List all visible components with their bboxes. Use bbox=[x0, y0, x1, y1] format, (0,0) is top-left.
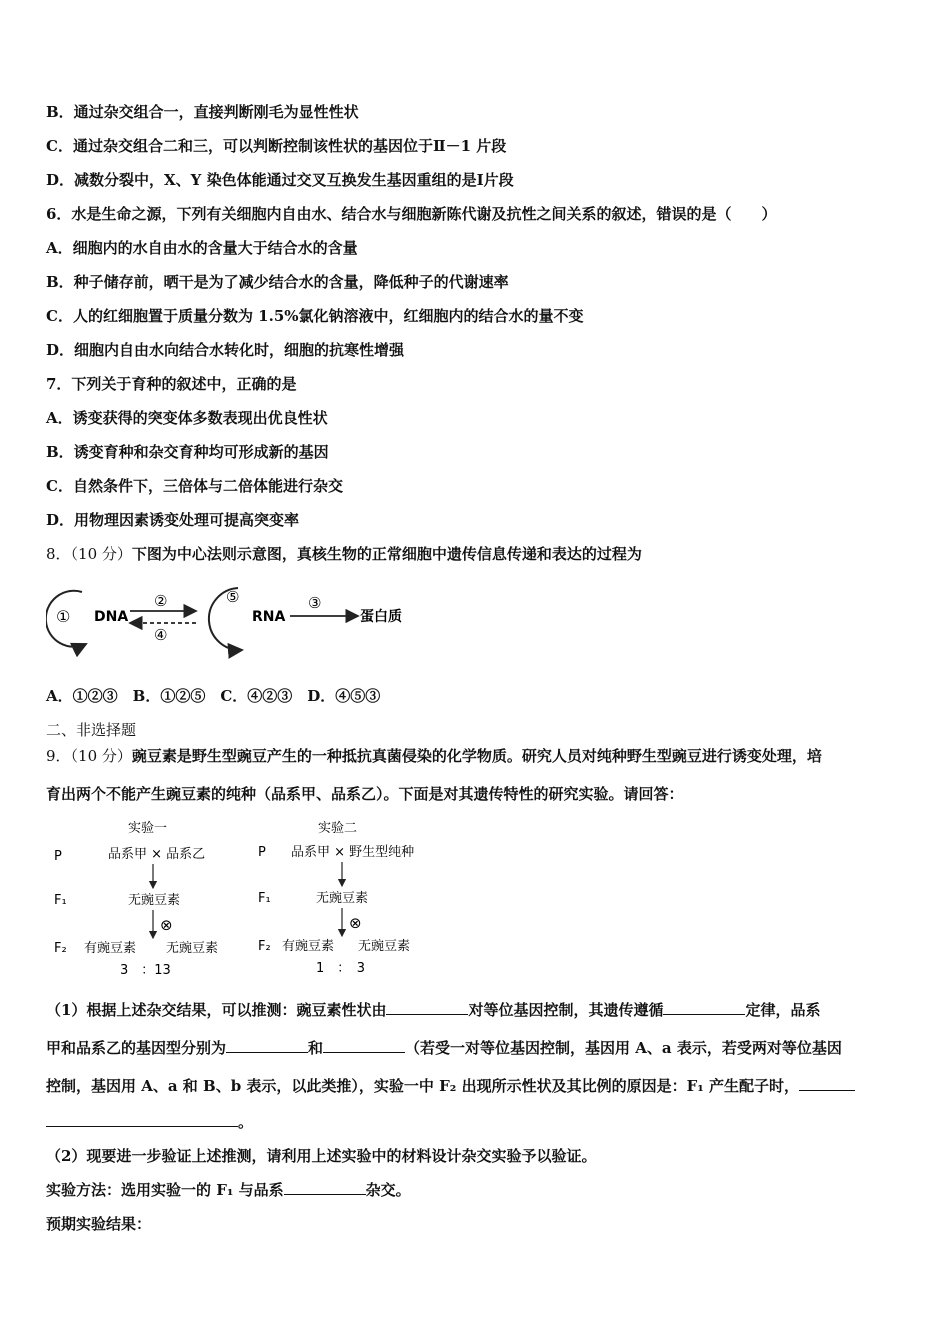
q6-option-c: C．人的红细胞置于质量分数为 1.5%氯化钠溶液中，红细胞内的结合水的量不变 bbox=[46, 307, 584, 325]
q5-option-c: C．通过杂交组合二和三，可以判断控制该性状的基因位于Ⅱ－1 片段 bbox=[46, 137, 507, 155]
answer-blank-3[interactable] bbox=[226, 1038, 308, 1053]
answer-blank-1[interactable] bbox=[386, 1000, 468, 1015]
central-dogma-diagram bbox=[46, 578, 426, 664]
q8-number: 8．（10 分） bbox=[46, 545, 132, 563]
answer-blank-6[interactable] bbox=[46, 1112, 238, 1127]
q8-stem bbox=[46, 544, 642, 564]
q9-stem-line1 bbox=[46, 746, 822, 766]
q7-option-a: A．诱变获得的突变体多数表现出优良性状 bbox=[46, 409, 328, 427]
answer-blank-5[interactable] bbox=[799, 1076, 855, 1091]
exp1-f2-has: 有豌豆素 bbox=[84, 941, 137, 956]
exp1-f2-none: 无豌豆素 bbox=[166, 941, 219, 956]
exp2-f1-label: F₁ bbox=[258, 891, 271, 906]
exp2-selfing-symbol: ⊗ bbox=[349, 914, 362, 932]
exp2-f2-has: 有豌豆素 bbox=[282, 939, 335, 954]
q6-option-b: B．种子储存前，晒干是为了减少结合水的含量，降低种子的代谢速率 bbox=[46, 273, 509, 291]
q6-stem: 6．水是生命之源，下列有关细胞内自由水、结合水与细胞新陈代谢及抗性之间关系的叙述，错误的是（ ） bbox=[46, 205, 777, 223]
label-1: ① bbox=[56, 607, 71, 626]
q9-stem-text1: 豌豆素是野生型豌豆产生的一种抵抗真菌侵染的化学物质。研究人员对纯种野生型豌豆进行诱变处理，培 bbox=[131, 747, 822, 765]
exp1-f1-label: F₁ bbox=[54, 893, 67, 908]
answer-blank-2[interactable] bbox=[663, 1000, 745, 1015]
q5-option-b: B．通过杂交组合一，直接判断刚毛为显性性状 bbox=[46, 103, 359, 121]
exp1-cross: 品系甲 × 品系乙 bbox=[108, 847, 206, 862]
q9-p1-g: 控制，基因用 A、a 和 B、b 表示，以此类推），实验一中 F₂ 出现所示性状及其比例的原因是：F₁ 产生配子时， bbox=[46, 1077, 800, 1095]
exp2-p-label: P bbox=[258, 845, 266, 860]
exp2-ratio: 1 ： 3 bbox=[316, 961, 366, 976]
exp1-title: 实验一 bbox=[128, 821, 168, 836]
q9-number: 9．（10 分） bbox=[46, 747, 132, 765]
exp2-f2-none: 无豌豆素 bbox=[358, 939, 411, 954]
rna-label: RNA bbox=[252, 609, 286, 625]
exp1-f1: 无豌豆素 bbox=[128, 893, 181, 908]
exp1-f2-label: F₂ bbox=[54, 941, 67, 956]
q9-p1-e: 和 bbox=[308, 1039, 324, 1057]
experiment-diagram bbox=[46, 812, 426, 984]
label-4: ④ bbox=[154, 626, 168, 644]
q9-p1-h: 。 bbox=[238, 1113, 254, 1131]
q9-p1-b: 对等位基因控制，其遗传遵循 bbox=[468, 1001, 664, 1019]
answer-blank-7[interactable] bbox=[284, 1180, 366, 1195]
answer-blank-4[interactable] bbox=[323, 1038, 405, 1053]
q7-option-d: D．用物理因素诱变处理可提高突变率 bbox=[46, 511, 300, 529]
dna-label: DNA bbox=[94, 609, 129, 625]
experiment-2 bbox=[258, 821, 414, 976]
q6-option-d: D．细胞内自由水向结合水转化时，细胞的抗寒性增强 bbox=[46, 341, 405, 359]
exp1-selfing-symbol: ⊗ bbox=[160, 916, 173, 934]
protein-label: 蛋白质 bbox=[360, 609, 402, 625]
q9-stem-line2: 育出两个不能产生豌豆素的纯种（品系甲、品系乙）。下面是对其遗传特性的研究实验。请回答： bbox=[46, 785, 684, 803]
q9-method bbox=[46, 1180, 411, 1200]
q9-expected-result: 预期实验结果： bbox=[46, 1215, 152, 1233]
section-heading: 二、非选择题 bbox=[46, 721, 137, 739]
q7-option-c: C．自然条件下，三倍体与二倍体能进行杂交 bbox=[46, 477, 343, 495]
q9-part1-line2 bbox=[46, 1038, 842, 1058]
q9-method-b: 杂交。 bbox=[365, 1181, 411, 1199]
exp1-ratio: 3 ：13 bbox=[120, 963, 171, 978]
q5-option-d: D．减数分裂中，X、Y 染色体能通过交叉互换发生基因重组的是Ⅰ片段 bbox=[46, 171, 514, 189]
q9-p1-d: 甲和品系乙的基因型分别为 bbox=[46, 1039, 227, 1057]
q8-options: A．①②③ B．①②⑤ C．④②③ D．④⑤③ bbox=[46, 687, 381, 705]
label-3: ③ bbox=[308, 594, 322, 612]
q7-stem: 7．下列关于育种的叙述中，正确的是 bbox=[46, 375, 297, 393]
exp2-cross: 品系甲 × 野生型纯种 bbox=[291, 845, 415, 860]
label-5: ⑤ bbox=[226, 588, 240, 606]
exp2-f2-label: F₂ bbox=[258, 939, 271, 954]
experiment-1 bbox=[54, 821, 218, 978]
q9-part1-line3 bbox=[46, 1076, 855, 1096]
q9-p1-c: 定律，品系 bbox=[745, 1001, 821, 1019]
q8-stem-text: 下图为中心法则示意图，真核生物的正常细胞中遗传信息传递和表达的过程为 bbox=[131, 545, 642, 563]
label-2: ② bbox=[154, 592, 168, 610]
q9-p1-a: （1）根据上述杂交结果，可以推测：豌豆素性状由 bbox=[46, 1001, 387, 1019]
exp1-p-label: P bbox=[54, 849, 62, 864]
q9-part1-line4 bbox=[46, 1112, 253, 1132]
exp2-title: 实验二 bbox=[318, 821, 358, 836]
q9-p1-f: （若受一对等位基因控制，基因用 A、a 表示，若受两对等位基因 bbox=[405, 1039, 842, 1057]
exp2-f1: 无豌豆素 bbox=[316, 891, 369, 906]
q9-method-a: 实验方法：选用实验一的 F₁ 与品系 bbox=[46, 1181, 284, 1199]
q7-option-b: B．诱变育种和杂交育种均可形成新的基因 bbox=[46, 443, 329, 461]
q6-option-a: A．细胞内的水自由水的含量大于结合水的含量 bbox=[46, 239, 358, 257]
q9-part1-line1 bbox=[46, 1000, 820, 1020]
q9-part2: （2）现要进一步验证上述推测，请利用上述实验中的材料设计杂交实验予以验证。 bbox=[46, 1147, 597, 1165]
